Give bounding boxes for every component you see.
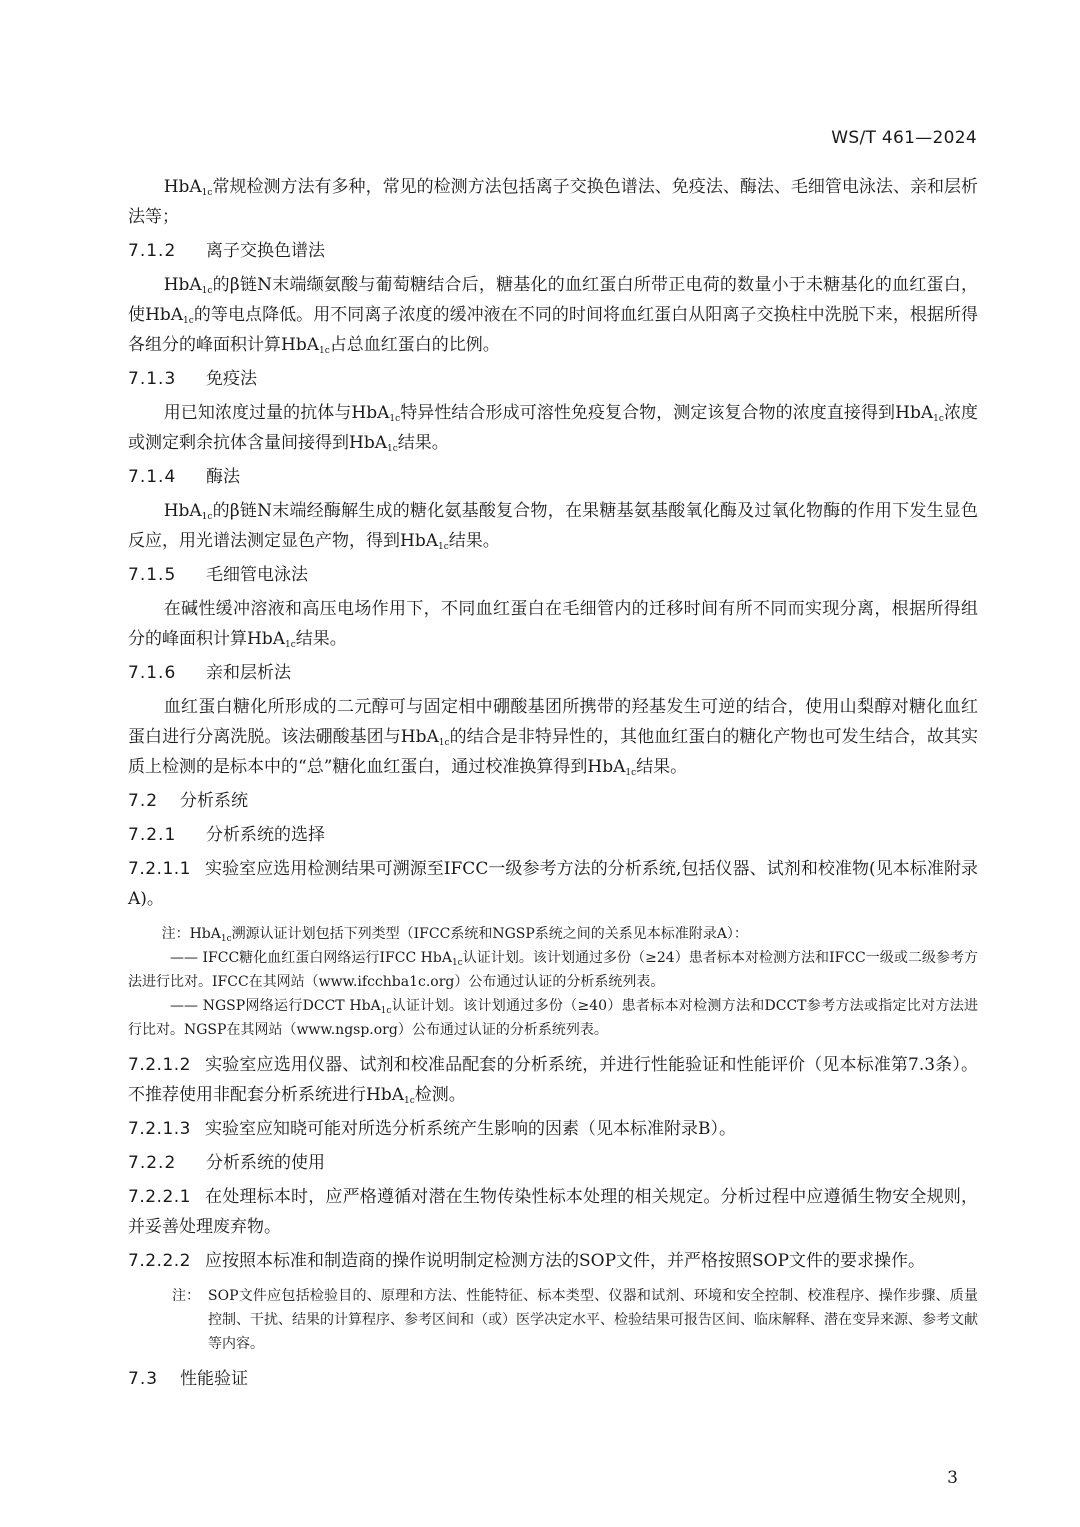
section-number: 7.3: [128, 1369, 159, 1389]
section-title: 毛细管电泳法: [206, 565, 308, 585]
section-title: 性能验证: [180, 1369, 248, 1389]
section-7-1-6-paragraph: 血红蛋白糖化所形成的二元醇可与固定相中硼酸基团所携带的羟基发生可逆的结合，使用山梨醇对糖化血红蛋白进行分离洗脱。该法硼酸基团与HbA$_{1c}$的结合是非特异性的，其他血红蛋白的糖化产物也可发生结合，故其实质上检测的是标本中的“总”糖化血红蛋白，通过校准换算得到HbA$_{1c}$结果。: [128, 697, 979, 778]
section-7-1-4-heading: [128, 462, 978, 492]
section-number: 7.2: [128, 791, 159, 811]
note-label: 注：: [161, 926, 190, 942]
section-7-3-heading: [128, 1364, 978, 1394]
section-number: 7.2.1: [128, 825, 177, 845]
section-title: 离子交换色谱法: [206, 241, 325, 261]
section-title: 分析系统的选择: [206, 825, 325, 845]
clause-7-2-1-1: 7.2.1.1 实验室应选用检测结果可溯源至IFCC一级参考方法的分析系统,包括仪器、试剂和校准物(见本标准附录A)。: [128, 859, 978, 909]
section-7-1-5-paragraph: 在碱性缓冲溶液和高压电场作用下，不同血红蛋白在毛细管内的迁移时间有所不同而实现分离，根据所得组分的峰面积计算HbA$_{1c}$结果。: [128, 599, 978, 650]
section-7-1-5-heading: [128, 560, 978, 590]
section-number: 7.1.4: [128, 467, 177, 487]
section-7-1-3-paragraph: 用已知浓度过量的抗体与HbA$_{1c}$特异性结合形成可溶性免疫复合物，测定该复合物的浓度直接得到HbA$_{1c}$浓度或测定剩余抗体含量间接得到HbA$_{1c}$结果。: [128, 403, 979, 454]
section-7-1-6-heading: [128, 658, 978, 688]
intro-paragraph: [128, 172, 978, 232]
section-title: 酶法: [206, 467, 240, 487]
section-title: 分析系统的使用: [206, 1153, 325, 1173]
section-7-1-2-paragraph: HbA$_{1c}$的β链N末端缬氨酸与葡萄糖结合后，糖基化的血红蛋白所带正电荷的数量小于未糖基化的血红蛋白，使HbA$_{1c}$的等电点降低。用不同离子浓度的缓冲液在不同的时间将血红蛋白从阳离子交换柱中洗脱下来，根据所得各组分的峰面积计算HbA$_{1c}$占总血红蛋白的比例。: [128, 275, 979, 356]
intro-text: 常规检测方法有多种，常见的检测方法包括离子交换色谱法、免疫法、酶法、毛细管电泳法、亲和层析法等；: [128, 177, 978, 227]
section-number: 7.1.6: [128, 663, 177, 683]
section-7-2-heading: [128, 786, 978, 816]
note-text: SOP文件应包括检验目的、原理和方法、性能特征、标本类型、仪器和试剂、环境和安全控制、校准程序、操作步骤、质量控制、干扰、结果的计算程序、参考区间和（或）医学决定水平、检验结果可报告区间、临床解释、潜在变异来源、参考文献等内容。: [208, 1288, 978, 1352]
section-title: 免疫法: [206, 369, 257, 389]
clause-7-2-2-1: 7.2.2.1 在处理标本时，应严格遵循对潜在生物传染性标本处理的相关规定。分析过程中应遵循生物安全规则，并妥善处理废弃物。: [128, 1187, 978, 1237]
section-number: 7.1.2: [128, 241, 177, 261]
note-traceability: 注：HbA$_{1c}$溯源认证计划包括下列类型（IFCC系统和NGSP系统之间的关系见本标准附录A）： —— IFCC糖化血红蛋白网络运行IFCC HbA$_{1c}$认证计划。该计划通过多份（≥24）患者标本对检测方法和IFCC一级或二级参考方法进行比对。IFCC在其网站（www.ifcchba1c.org）公布通过认证的分析系统列表。 —— NGSP网络运行DCCT HbA$_{1c}$认证计划。该计划通过多份（≥40）患者标本对检测方法和DCCT参考方法或指定比对方法进行比对。NGSP在其网站（www.ngsp.org）公布通过认证的分析系统列表。: [128, 926, 978, 1038]
section-number: 7.1.5: [128, 565, 177, 585]
clause-7-2-1-3: 7.2.1.3 实验室应知晓可能对所选分析系统产生影响的因素（见本标准附录B）。: [128, 1119, 736, 1139]
hba1c-term: HbA: [163, 177, 202, 197]
document-body: [128, 172, 978, 1394]
section-number: 7.1.3: [128, 369, 177, 389]
section-title: 分析系统: [180, 791, 248, 811]
note-sop: [172, 1284, 978, 1356]
section-7-2-2-heading: [128, 1148, 978, 1178]
section-7-1-3-heading: [128, 364, 978, 394]
hba1c-subscript: 1c: [201, 188, 213, 198]
note-label: 注：: [172, 1288, 200, 1304]
clause-7-2-2-2: 7.2.2.2 应按照本标准和制造商的操作说明制定检测方法的SOP文件，并严格按照SOP文件的要求操作。: [128, 1251, 926, 1271]
page-number: 3: [947, 1468, 958, 1488]
section-title: 亲和层析法: [206, 663, 291, 683]
section-7-1-4-paragraph: HbA$_{1c}$的β链N末端经酶解生成的糖化氨基酸复合物，在果糖基氨基酸氧化酶及过氧化物酶的作用下发生显色反应，用光谱法测定显色产物，得到HbA$_{1c}$结果。: [128, 501, 978, 552]
section-7-2-1-heading: [128, 820, 978, 850]
clause-7-2-1-2: 7.2.1.2 实验室应选用仪器、试剂和校准品配套的分析系统，并进行性能验证和性能评价（见本标准第7.3条）。不推荐使用非配套分析系统进行HbA$_{1c}$检测。: [128, 1055, 978, 1106]
section-7-1-2-heading: [128, 236, 978, 266]
standard-code: WS/T 461—2024: [831, 128, 977, 148]
section-number: 7.2.2: [128, 1153, 177, 1173]
